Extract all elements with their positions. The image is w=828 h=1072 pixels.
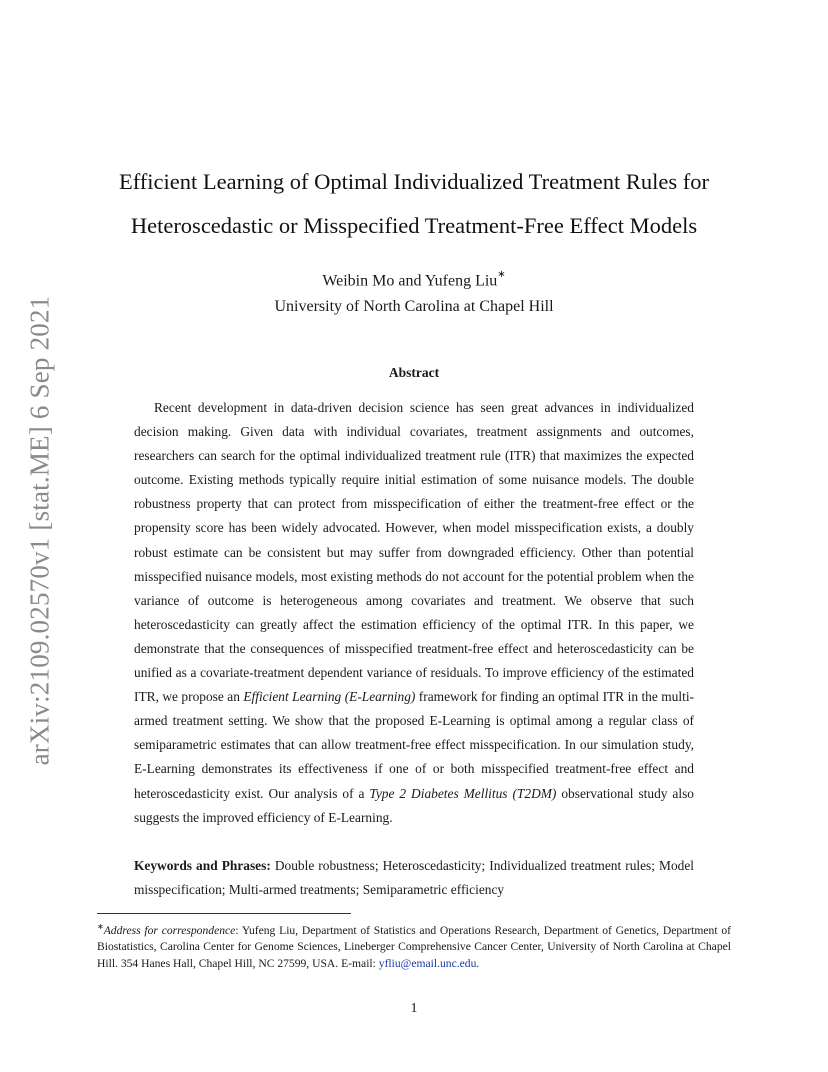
arxiv-identifier-text: arXiv:2109.02570v1 [stat.ME] 6 Sep 2021 — [24, 295, 55, 765]
author-names-line — [80, 264, 748, 294]
author-block — [80, 264, 748, 320]
abstract-text-part-2: framework for finding an optimal ITR in the multi-armed treatment setting. We show that the proposed E-Learning is optimal among a regular class of semiparametric estimates that can allow treatment-free effect misspecification. In our simulation study, E-Learning demonstrates its effectiveness if one of or both misspecified treatment-free effect and heteroscedasticity exist. Our analysis of a — [134, 689, 694, 801]
abstract-emphasis-e-learning: Efficient Learning (E-Learning) — [243, 689, 416, 705]
paper-title — [80, 160, 748, 248]
keywords-text: Double robustness; Heteroscedasticity; Individualized treatment rules; Model misspecification; Multi-armed treatments; Semiparametric efficiency — [134, 858, 694, 897]
arxiv-identifier-stamp — [18, 290, 62, 770]
correspondence-footnote — [97, 919, 731, 972]
abstract-heading: Abstract — [388, 365, 440, 380]
footnote-lead: Address for correspondence — [103, 923, 236, 937]
author-affiliation: University of North Carolina at Chapel Hill — [274, 298, 554, 316]
footnote-divider — [97, 913, 351, 914]
author-footnote-marker: ∗ — [497, 269, 506, 280]
paper-title-line-1: Efficient Learning of Optimal Individualized Treatment Rules for — [118, 169, 710, 194]
abstract-emphasis-t2dm: Type 2 Diabetes Mellitus (T2DM) — [369, 785, 557, 801]
abstract-text-part-3: observational study also suggests the improved efficiency of E-Learning. — [134, 785, 694, 825]
footnote-end: . — [476, 956, 480, 970]
footnote-text: : Yufeng Liu, Department of Statistics and Operations Research, Department of Genetics, Department of Biostatistics, Carolina Center for Genome Sciences, Lineberger Comprehensive Cancer Center, University of North Carolina at Chapel Hill. 354 Hanes Hall, Chapel Hill, NC 27599, USA. E-mail: — [97, 923, 731, 970]
footnote-marker: ∗ — [97, 922, 104, 931]
abstract-body — [134, 396, 694, 830]
paper-title-line-2: Heteroscedastic or Misspecified Treatment-Free Effect Models — [130, 213, 698, 238]
abstract-text-part-1: Recent development in data-driven decision science has seen great advances in individualized decision making. Given data with individual covariates, treatment assignments and outcomes, researchers can search for the optimal individualized treatment rule (ITR) that maximizes the expected outcome. Existing methods typically require initial estimation of some nuisance models. The double robustness property that can protect from misspecification of either the treatment-free effect or the propensity score has been widely advocated. However, when model misspecification exists, a doubly robust estimate can be consistent but may suffer from downgraded efficiency. Other than potential misspecified nuisance models, most existing methods do not account for the potential problem when the variance of outcome is heterogeneous among covariates and treatment. We observe that such heteroscedasticity can greatly affect the estimation efficiency of the optimal ITR. In this paper, we demonstrate that the consequences of misspecified treatment-free effect and heteroscedasticity can be unified as a covariate-treatment dependent variance of residuals. To improve efficiency of the estimated ITR, we propose an — [134, 400, 694, 705]
author-names: Weibin Mo and Yufeng Liu — [322, 272, 498, 290]
keywords-label: Keywords and Phrases: — [134, 858, 271, 873]
page-number: 1 — [410, 1001, 418, 1016]
footnote-email-link[interactable]: yfliu@email.unc.edu — [378, 956, 477, 970]
keywords-paragraph — [134, 854, 694, 902]
